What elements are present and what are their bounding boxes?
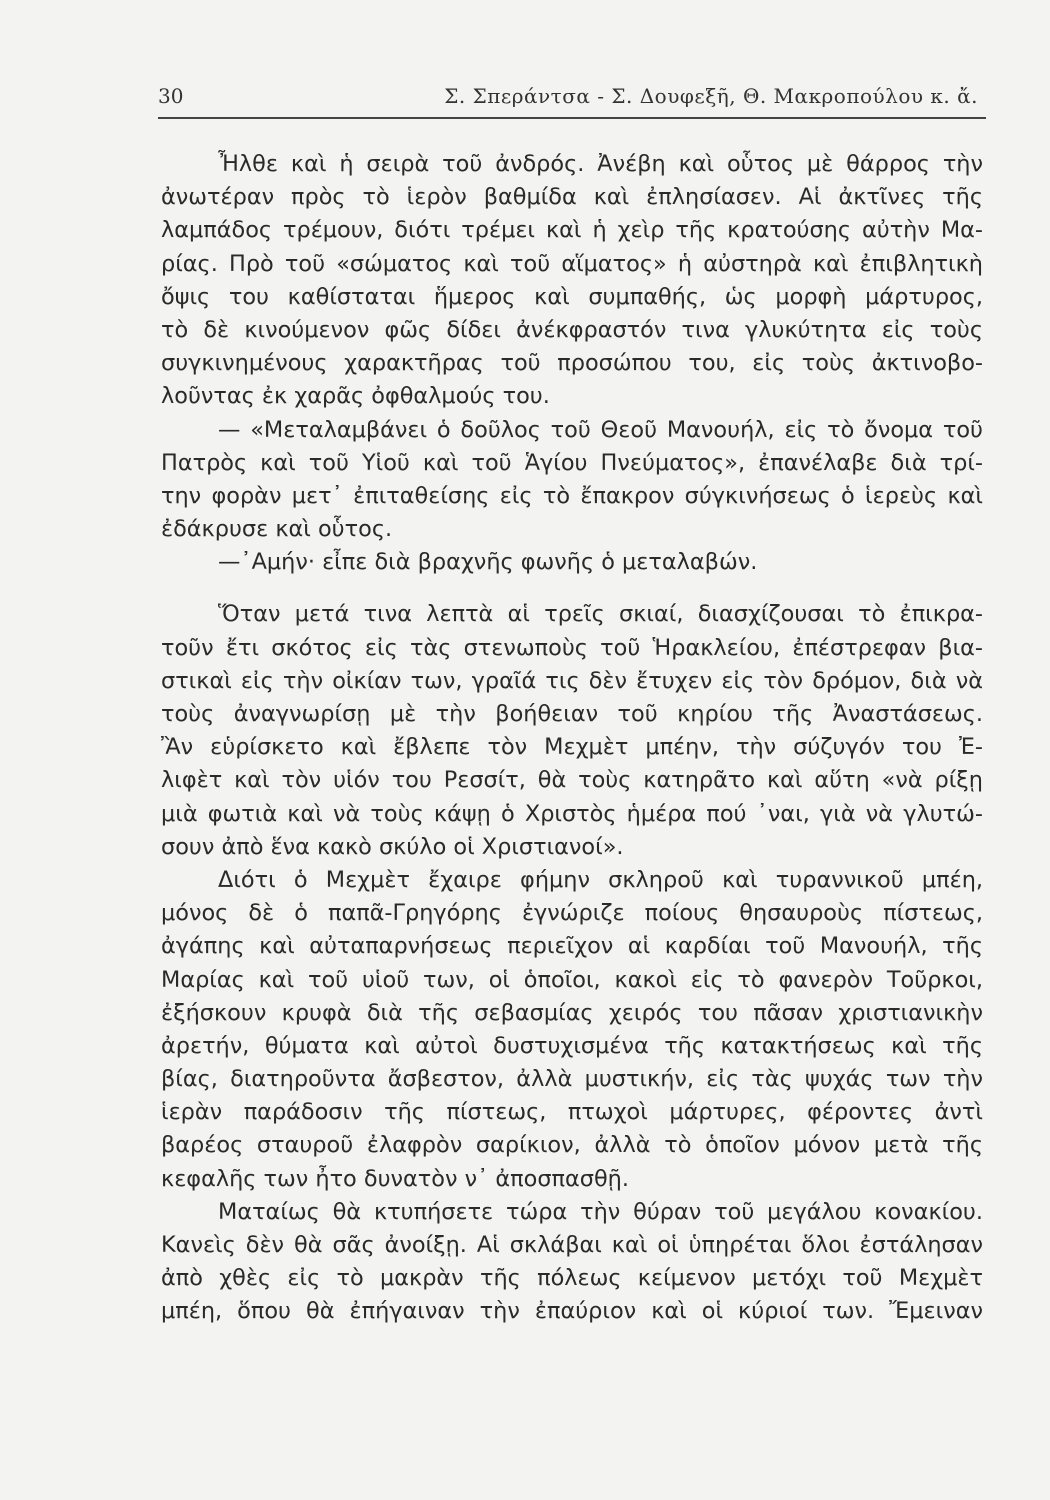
- text-line: Διότι ὁ Μεχμὲτ ἔχαιρε φήμην σκληροῦ καὶ τυραννικοῦ μπέη,: [218, 866, 983, 893]
- text-line: ἀρετήν, θύματα καὶ αὐτοὶ δυστυχισμένα τῆς κατακτήσεως καὶ τῆς: [161, 1032, 983, 1059]
- text-line: Ἦλθε καὶ ἡ σειρὰ τοῦ ἀνδρός. Ἀνέβη καὶ οὗτος μὲ θάρρος τὴν: [218, 151, 983, 177]
- text-line: στικαὶ εἰς τὴν οἰκίαν των, γραῖά τις δὲν ἔτυχεν εἰς τὸν δρόμον, διὰ νὰ: [161, 667, 983, 694]
- paragraph-6: [161, 1196, 983, 1329]
- text-line: τὸ δὲ κινούμενον φῶς δίδει ἀνέκφραστόν τινα γλυκύτητα εἰς τοὺς: [161, 316, 983, 343]
- text-line: ἀγάπης καὶ αὐταπαρνήσεως περιεῖχον αἱ καρδίαι τοῦ Μανουήλ, τῆς: [161, 933, 983, 960]
- text-line: Ματαίως θὰ κτυπήσετε τώρα τὴν θύραν τοῦ μεγάλου κονακίου.: [218, 1198, 983, 1225]
- body-text: [161, 148, 983, 1329]
- header-rule: [158, 117, 986, 119]
- paragraph-gap: [161, 579, 983, 598]
- text-line: συγκινημένους χαρακτῆρας τοῦ προσώπου του, εἰς τοὺς ἀκτινοβο-: [161, 350, 983, 377]
- text-line: ἐδάκρυσε καὶ οὗτος.: [161, 516, 393, 543]
- paragraph-4: [161, 598, 983, 864]
- text-line: σουν ἀπὸ ἕνα κακὸ σκύλο οἱ Χριστιανοί».: [161, 833, 624, 860]
- text-line: Κανεὶς δὲν θὰ σᾶς ἀνοίξῃ. Αἱ σκλάβαι καὶ οἱ ὑπηρέται ὅλοι ἐστάλησαν: [161, 1232, 983, 1258]
- text-line: — «Μεταλαμβάνει ὁ δοῦλος τοῦ Θεοῦ Μανουήλ, εἰς τὸ ὄνομα τοῦ: [218, 416, 983, 443]
- text-line: λιφὲτ καὶ τὸν υἱόν του Ρεσσίτ, θὰ τοὺς κατηρᾶτο καὶ αὕτη «νὰ ρίξῃ: [161, 767, 983, 794]
- text-line: βίας, διατηροῦντα ἄσβεστον, ἀλλὰ μυστικήν, εἰς τὰς ψυχάς των τὴν: [161, 1066, 983, 1093]
- text-line: την φορὰν μετ᾽ ἐπιταθείσης εἰς τὸ ἔπακρον σύγκινήσεως ὁ ἱερεὺς καὶ: [161, 482, 983, 509]
- paragraph-5: [161, 864, 983, 1196]
- text-line: μόνος δὲ ὁ παπᾶ-Γρηγόρης ἐγνώριζε ποίους θησαυροὺς πίστεως,: [161, 900, 983, 927]
- running-title: Σ. Σπεράντσα - Σ. Δουφεξῆ, Θ. Μακροπούλου κ. ἄ.: [444, 84, 978, 108]
- text-line: ὄψις του καθίσταται ἥμερος καὶ συμπαθής, ὡς μορφὴ μάρτυρος,: [161, 283, 983, 310]
- paragraph-2: [161, 414, 983, 547]
- text-line: ἀνωτέραν πρὸς τὸ ἱερὸν βαθμίδα καὶ ἐπλησίασεν. Αἱ ἀκτῖνες τῆς: [161, 184, 983, 211]
- text-line: λαμπάδος τρέμουν, διότι τρέμει καὶ ἡ χεὶρ τῆς κρατούσης αὐτὴν Μα-: [161, 217, 983, 244]
- text-line: ἱερὰν παράδοσιν τῆς πίστεως, πτωχοὶ μάρτυρες, φέροντες ἀντὶ: [161, 1099, 983, 1126]
- text-line: Πατρὸς καὶ τοῦ Υἱοῦ καὶ τοῦ Ἁγίου Πνεύματος», ἐπανέλαβε διὰ τρί-: [161, 449, 983, 476]
- page-number: 30: [158, 84, 184, 108]
- page-header: [158, 84, 986, 114]
- paragraph-3: [161, 546, 983, 579]
- text-line: ἐξήσκουν κρυφὰ διὰ τῆς σεβασμίας χειρός του πᾶσαν χριστιανικὴν: [161, 999, 983, 1026]
- text-line: λοῦντας ἐκ χαρᾶς ὀφθαλμούς του.: [161, 383, 550, 410]
- text-line: —᾽Αμήν· εἶπε διὰ βραχνῆς φωνῆς ὁ μεταλαβών.: [218, 549, 758, 576]
- text-line: ἀπὸ χθὲς εἰς τὸ μακρὰν τῆς πόλεως κείμενον μετόχι τοῦ Μεχμὲτ: [161, 1265, 983, 1292]
- text-line: Ἂν εὑρίσκετο καὶ ἔβλεπε τὸν Μεχμὲτ μπέην, τὴν σύζυγόν του Ἐ-: [161, 734, 983, 761]
- text-line: κεφαλῆς των ἦτο δυνατὸν ν᾽ ἀποσπασθῇ.: [161, 1165, 629, 1192]
- text-line: Ὅταν μετά τινα λεπτὰ αἱ τρεῖς σκιαί, διασχίζουσαι τὸ ἐπικρα-: [218, 601, 983, 628]
- text-line: Μαρίας καὶ τοῦ υἱοῦ των, οἱ ὁποῖοι, κακοὶ εἰς τὸ φανερὸν Τοῦρκοι,: [161, 966, 983, 993]
- paragraph-1: [161, 148, 983, 414]
- text-line: τοῦν ἔτι σκότος εἰς τὰς στενωποὺς τοῦ Ἡρακλείου, ἐπέστρεφαν βια-: [161, 634, 983, 661]
- text-line: μιὰ φωτιὰ καὶ νὰ τοὺς κάψῃ ὁ Χριστὸς ἡμέρα πού ᾽ναι, γιὰ νὰ γλυτώ-: [161, 800, 983, 827]
- text-line: βαρέος σταυροῦ ἐλαφρὸν σαρίκιον, ἀλλὰ τὸ ὁποῖον μόνον μετὰ τῆς: [161, 1132, 983, 1159]
- text-line: μπέη, ὅπου θὰ ἐπήγαιναν τὴν ἐπαύριον καὶ οἱ κύριοί των. Ἔμειναν: [161, 1298, 983, 1325]
- text-line: τοὺς ἀναγνωρίσῃ μὲ τὴν βοήθειαν τοῦ κηρίου τῆς Ἀναστάσεως.: [161, 701, 983, 727]
- text-line: ρίας. Πρὸ τοῦ «σώματος καὶ τοῦ αἵματος» ἡ αὐστηρὰ καὶ ἐπιβλητικὴ: [161, 250, 983, 277]
